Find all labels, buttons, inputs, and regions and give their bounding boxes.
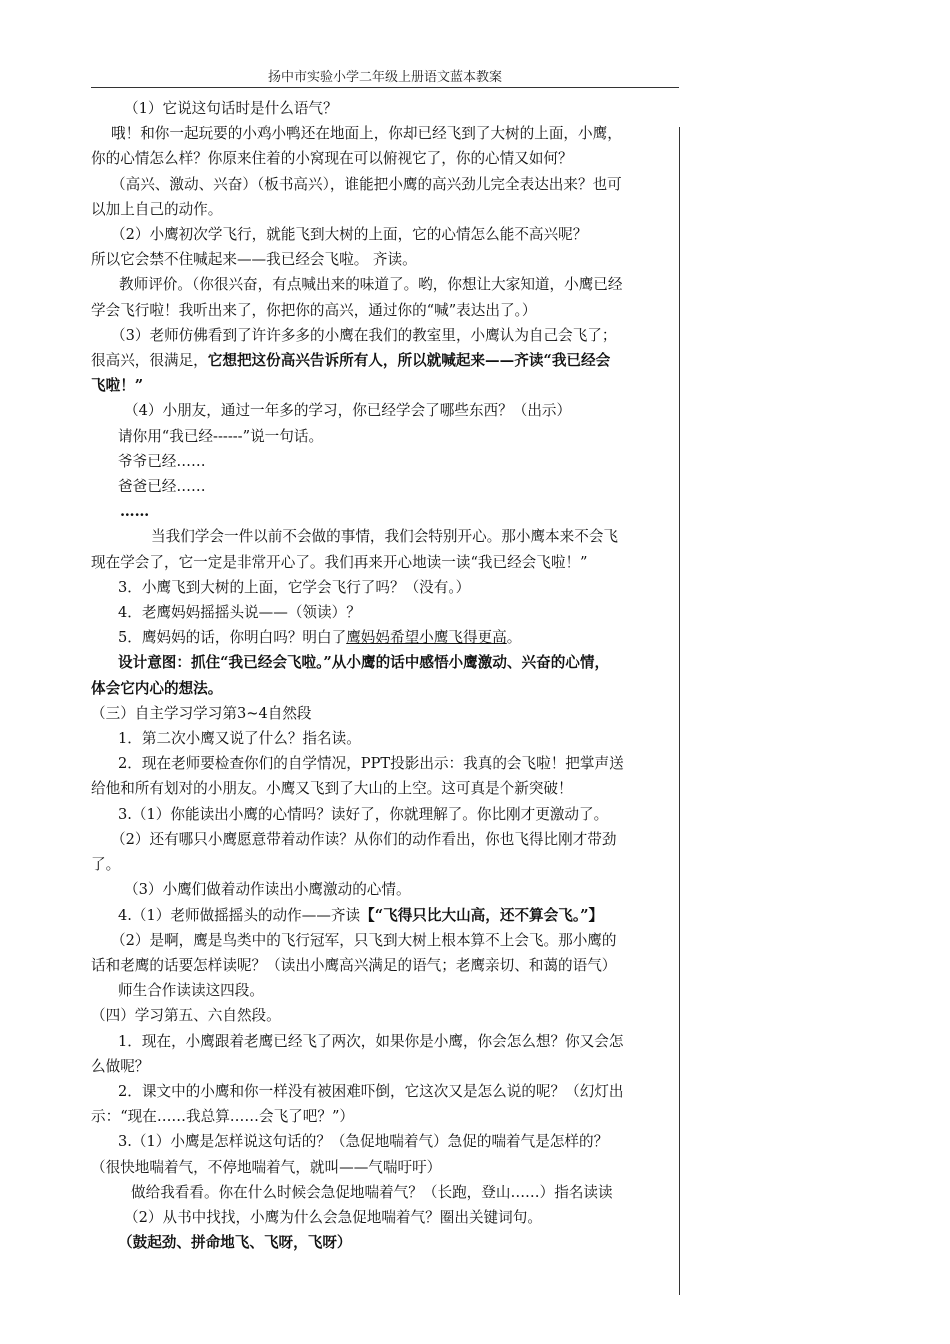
text-line: （2）是啊，鹰是鸟类中的飞行冠军，只飞到大树上根本算不上会飞。那小鹰的 <box>111 931 617 949</box>
text-line: 么做呢？ <box>91 1057 150 1075</box>
text-line: 3.（1）你能读出小鹰的心情吗？读好了，你就理解了。你比刚才更激动了。 <box>118 805 609 823</box>
text-line: 以加上自己的动作。 <box>91 200 223 218</box>
text-line: 教师评价。（你很兴奋，有点喊出来的味道了。哟，你想让大家知道，小鹰已经 <box>119 276 623 294</box>
text-run: 很高兴，很满足， <box>91 352 208 370</box>
text-line: 飞啦！” <box>91 377 144 395</box>
text-line: 现在学会了，它一定是非常开心了。我们再来开心地读一读“我已经会飞啦！” <box>91 553 588 571</box>
text-line: …… <box>120 503 150 521</box>
text-line: 当我们学会一件以前不会做的事情，我们会特别开心。那小鹰本来不会飞 <box>151 528 619 546</box>
text-line: （四）学习第五、六自然段。 <box>91 1007 281 1025</box>
text-line: 爷爷已经…… <box>118 452 206 470</box>
text-line: 4．老鹰妈妈摇摇头说——（领读）？ <box>118 604 361 622</box>
text-line: 2．课文中的小鹰和你一样没有被困难吓倒，它这次又是怎么说的呢？（幻灯出 <box>118 1082 624 1100</box>
text-line: 设计意图：抓住“我已经会飞啦。”从小鹰的话中感悟小鹰激动、兴奋的心情， <box>118 654 610 672</box>
text-line: 所以它会禁不住喊起来——我已经会飞啦。 齐读。 <box>91 251 417 269</box>
text-run: 【“飞得只比大山高，还不算会飞。”】 <box>360 906 604 924</box>
text-line: （高兴、激动、兴奋）（板书高兴），谁能把小鹰的高兴劲儿完全表达出来？也可 <box>111 175 622 193</box>
text-line: （4）小朋友，通过一年多的学习，你已经学会了哪些东西？（出示） <box>124 402 572 420</box>
text-line: 爸爸已经…… <box>118 478 206 496</box>
text-line: 做给我看看。你在什么时候会急促地喘着气？（长跑，登山……）指名读读 <box>131 1183 613 1201</box>
text-run: 鹰妈妈希望小鹰飞得更高 <box>346 629 507 647</box>
text-line: 师生合作读读这四段。 <box>118 982 264 1000</box>
text-line: 话和老鹰的话要怎样读呢？（读出小鹰高兴满足的语气；老鹰亲切、和蔼的语气） <box>91 956 617 974</box>
text-run: 4.（1）老师做摇摇头的动作——齐读 <box>118 906 361 924</box>
text-line <box>91 903 679 928</box>
text-line: 1．第二次小鹰又说了什么？指名读。 <box>118 730 361 748</box>
text-line: 了。 <box>91 856 121 874</box>
text-line: 3.（1）小鹰是怎样说这句话的？（急促地喘着气）急促的喘着气是怎样的？ <box>118 1133 609 1151</box>
text-line: （1）它说这句话时是什么语气？ <box>124 100 338 117</box>
text-line: 你的心情怎么样？你原来住着的小窝现在可以俯视它了，你的心情又如何？ <box>91 150 573 168</box>
text-line: （2）还有哪只小鹰愿意带着动作读？从你们的动作看出，你也飞得比刚才带劲 <box>111 830 617 848</box>
text-run: 5．鹰妈妈的话，你明白吗？明白了 <box>118 629 347 647</box>
text-line: 哦！和你一起玩要的小鸡小鸭还在地面上，你却已经飞到了大树的上面，小鹰， <box>111 125 622 143</box>
text-line <box>91 625 679 650</box>
text-line: 学会飞行啦！我听出来了，你把你的高兴，通过你的“喊”表达出了。） <box>91 301 537 319</box>
text-line: （3）老师仿佛看到了许许多多的小鹰在我们的教室里，小鹰认为自己会飞了； <box>111 326 617 344</box>
text-run: 。 <box>506 629 522 647</box>
text-line: 请你用“我已经------”说一句话。 <box>118 427 324 445</box>
table-right-border <box>679 127 680 1295</box>
text-line: 给他和所有划对的小朋友。小鹰又飞到了大山的上空。这可真是个新突破！ <box>91 780 573 798</box>
text-run: 它想把这份高兴告诉所有人，所以就喊起来——齐读“我已经会 <box>207 352 611 370</box>
text-line: （鼓起劲、拼命地飞、飞呀，飞呀） <box>118 1234 352 1252</box>
header-rule <box>91 87 679 88</box>
text-line: （3）小鹰们做着动作读出小鹰激动的心情。 <box>124 881 411 899</box>
text-line <box>91 348 679 373</box>
text-line: 示：“现在……我总算……会飞了吧？”） <box>91 1108 355 1126</box>
lesson-plan-body <box>91 96 679 1255</box>
text-line: （2）从书中找找，小鹰为什么会急促地喘着气？圈出关键词句。 <box>124 1208 542 1226</box>
text-line: 体会它内心的想法。 <box>91 679 223 697</box>
text-line: （2）小鹰初次学飞行，就能飞到大树的上面，它的心情怎么能不高兴呢？ <box>111 226 588 244</box>
text-line: （很快地喘着气，不停地喘着气，就叫——气喘吁吁） <box>91 1158 442 1176</box>
text-line: 2．现在老师要检查你们的自学情况，PPT投影出示：我真的会飞啦！把掌声送 <box>118 755 624 773</box>
text-line: （三）自主学习学习第3~4自然段 <box>91 704 312 722</box>
page-header-title: 扬中市实验小学二年级上册语文蓝本教案 <box>267 70 502 85</box>
text-line: 3．小鹰飞到大树的上面，它学会飞行了吗？（没有。） <box>118 578 471 596</box>
text-line: 1．现在，小鹰跟着老鹰已经飞了两次，如果你是小鹰，你会怎么想？你又会怎 <box>118 1032 624 1050</box>
